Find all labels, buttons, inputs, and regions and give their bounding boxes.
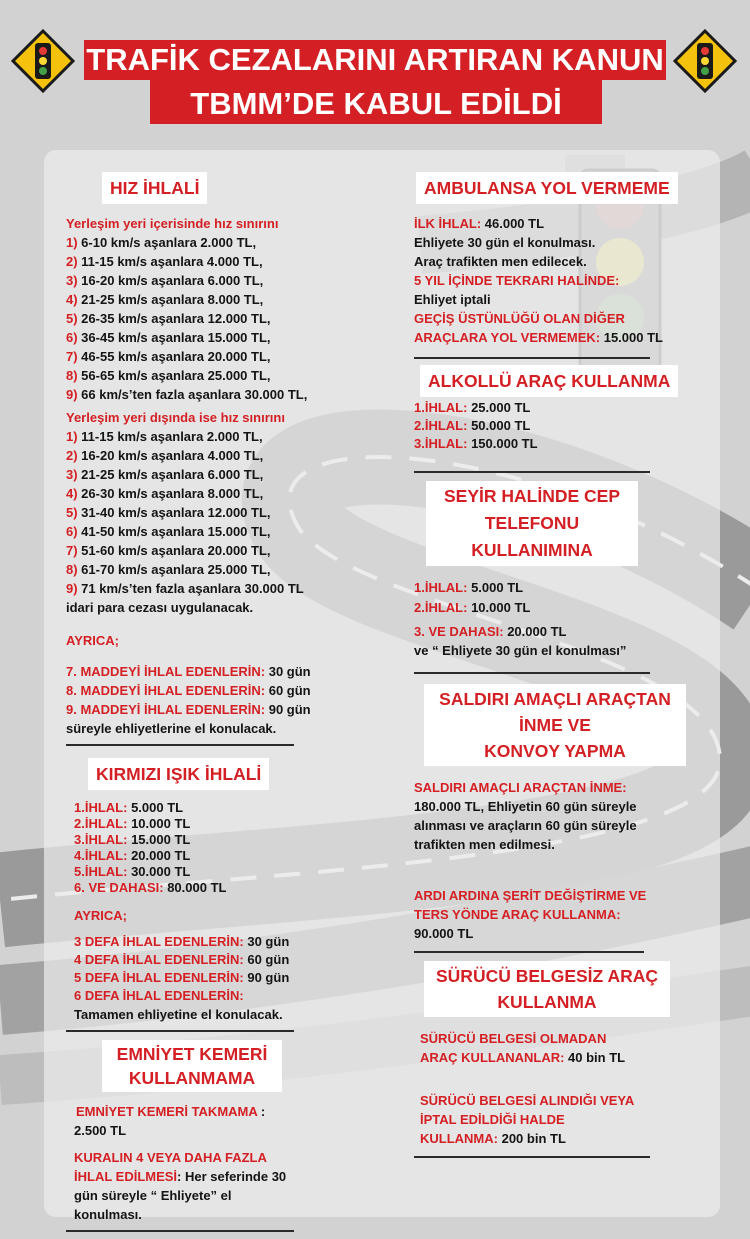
redlight-also-item xyxy=(74,987,366,1005)
redlight-also-item xyxy=(74,951,366,969)
speed-outside-item-number: 1) xyxy=(66,429,78,444)
redlight-item-label: 4.İHLAL: xyxy=(74,848,128,863)
speed-outside-item xyxy=(66,446,366,465)
speed-outside-item-number: 9) xyxy=(66,581,78,596)
alcohol-item-label: 2.İHLAL: xyxy=(414,418,468,433)
speed-inside-item xyxy=(66,271,366,290)
phone-header-line-1: SEYİR HALİNDE CEP xyxy=(444,486,620,506)
redlight-also-item xyxy=(74,933,366,951)
ambulance-first-label: İLK İHLAL: xyxy=(414,216,482,231)
speed-inside-item-text: 46-55 km/s aşanlara 20.000 TL, xyxy=(77,349,271,364)
divider xyxy=(414,471,650,473)
alcohol-item-fine: 25.000 TL xyxy=(467,400,531,415)
seatbelt-header-line-1: EMNİYET KEMERİ xyxy=(116,1044,268,1064)
title-line-2: TBMM’DE KABUL EDİLDİ xyxy=(150,80,602,124)
speed-inside-item-text: 16-20 km/s aşanlara 6.000 TL, xyxy=(77,273,264,288)
redlight-item-label: 3.İHLAL: xyxy=(74,832,128,847)
speed-also-item-label: 9. MADDEYİ İHLAL EDENLERİN: xyxy=(66,702,266,717)
title-line-1: TRAFİK CEZALARINI ARTIRAN KANUN xyxy=(84,40,666,80)
redlight-also-item-label: 4 DEFA İHLAL EDENLERİN: xyxy=(74,952,244,967)
right-column xyxy=(414,172,704,1158)
speed-outside-item-number: 5) xyxy=(66,505,78,520)
speed-inside-item-text: 36-45 km/s aşanlara 15.000 TL, xyxy=(77,330,271,345)
speed-inside-item-number: 3) xyxy=(66,273,78,288)
speed-outside-item-number: 3) xyxy=(66,467,78,482)
speed-inside-item-number: 2) xyxy=(66,254,78,269)
speed-outside-item-text: 51-60 km/s aşanlara 20.000 TL, xyxy=(77,543,271,558)
seatbelt-line-1-text: : xyxy=(257,1104,266,1119)
alcohol-item-label: 3.İHLAL: xyxy=(414,436,468,451)
speed-inside-label: Yerleşim yeri içerisinde hız sınırını xyxy=(66,216,279,231)
speed-inside-item-text: 26-35 km/s aşanlara 12.000 TL, xyxy=(77,311,271,326)
redlight-also-label: AYRICA; xyxy=(74,908,127,923)
phone-item xyxy=(414,578,704,598)
speed-outside-item-text: 31-40 km/s aşanlara 12.000 TL, xyxy=(77,505,271,520)
license-line-1: SÜRÜCÜ BELGESİ OLMADAN xyxy=(420,1031,607,1046)
redlight-item xyxy=(74,832,366,848)
speed-inside-item-number: 6) xyxy=(66,330,78,345)
speed-outside-item-number: 7) xyxy=(66,543,78,558)
speed-outside-item-number: 2) xyxy=(66,448,78,463)
redlight-item-fine: 20.000 TL xyxy=(127,848,191,863)
speed-inside-item-number: 8) xyxy=(66,368,78,383)
attack-header-line-1: SALDIRI AMAÇLI ARAÇTAN xyxy=(439,689,671,709)
speed-inside-item-number: 1) xyxy=(66,235,78,250)
speed-outside-item-number: 4) xyxy=(66,486,78,501)
ambulance-line-3: Araç trafikten men edilecek. xyxy=(414,254,587,269)
speed-outside-item-number: 8) xyxy=(66,562,78,577)
ambulance-line-5: Ehliyet iptali xyxy=(414,292,491,307)
speed-inside-item-number: 9) xyxy=(66,387,78,402)
speed-inside-list xyxy=(66,233,366,404)
seatbelt-line-1-label: EMNİYET KEMERİ TAKMAMA xyxy=(76,1104,258,1119)
redlight-item-fine: 10.000 TL xyxy=(127,816,191,831)
speed-outside-label: Yerleşim yeri dışında ise hız sınırını xyxy=(66,410,285,425)
speed-also-item-text: 30 gün xyxy=(265,664,311,679)
attack-header-line-3: KONVOY YAPMA xyxy=(484,741,626,761)
attack-line-7: 90.000 TL xyxy=(414,926,474,941)
speed-also-end: süreyle ehliyetlerine el konulacak. xyxy=(66,721,277,736)
phone-header-line-2: TELEFONU KULLANIMINA xyxy=(471,513,593,560)
alcohol-item-label: 1.İHLAL: xyxy=(414,400,468,415)
speed-outside-item-text: 61-70 km/s aşanlara 25.000 TL, xyxy=(77,562,271,577)
speed-outside-item-text: 21-25 km/s aşanlara 6.000 TL, xyxy=(77,467,264,482)
ambulance-line-6: GEÇİŞ ÜSTÜNLÜĞÜ OLAN DİĞER xyxy=(414,311,625,326)
phone-item xyxy=(414,598,704,618)
speed-inside-item xyxy=(66,233,366,252)
speed-inside-item xyxy=(66,328,366,347)
speed-inside-item xyxy=(66,366,366,385)
speed-outside-item xyxy=(66,541,366,560)
attack-line-3: alınması ve araçların 60 gün süreyle xyxy=(414,818,637,833)
speed-outside-item-text: 71 km/s’ten fazla aşanlara 30.000 TL xyxy=(77,581,304,596)
ambulance-header: AMBULANSA YOL VERMEME xyxy=(416,172,678,204)
speed-outside-item xyxy=(66,579,366,598)
speed-also-item-text: 60 gün xyxy=(265,683,311,698)
attack-header-line-2: İNME VE xyxy=(519,715,591,735)
left-column xyxy=(66,172,366,1232)
redlight-item-label: 2.İHLAL: xyxy=(74,816,128,831)
phone-item-fine: 10.000 TL xyxy=(467,600,531,615)
speed-inside-item-text: 66 km/s’ten fazla aşanlara 30.000 TL, xyxy=(77,387,308,402)
phone-item-label: 1.İHLAL: xyxy=(414,580,468,595)
speed-outside-item-text: 16-20 km/s aşanlara 4.000 TL, xyxy=(77,448,264,463)
redlight-also-item-text: 60 gün xyxy=(243,952,290,967)
speed-outside-item xyxy=(66,522,366,541)
redlight-also-item-label: 6 DEFA İHLAL EDENLERİN: xyxy=(74,988,244,1003)
speed-inside-item-number: 5) xyxy=(66,311,78,326)
attack-line-2: 180.000 TL, Ehliyetin 60 gün süreyle xyxy=(414,799,637,814)
ambulance-line-7-label: ARAÇLARA YOL VERMEMEK: xyxy=(414,330,601,345)
speed-inside-item xyxy=(66,347,366,366)
divider xyxy=(66,1030,294,1032)
divider xyxy=(66,744,294,746)
license-line-2-fine: 40 bin TL xyxy=(564,1050,626,1065)
phone-line-4: ve “ Ehliyete 30 gün el konulması” xyxy=(414,643,627,658)
alcohol-item xyxy=(414,435,704,453)
redlight-item xyxy=(74,800,366,816)
speed-also-item-text: 90 gün xyxy=(265,702,311,717)
redlight-end: Tamamen ehliyetine el konulacak. xyxy=(74,1007,283,1022)
seatbelt-line-3: KURALIN 4 VEYA DAHA FAZLA xyxy=(74,1150,267,1165)
phone-item-fine: 5.000 TL xyxy=(467,580,524,595)
ambulance-line-7-fine: 15.000 TL xyxy=(600,330,663,345)
redlight-item-label: 1.İHLAL: xyxy=(74,800,128,815)
license-header-line-2: KULLANMA xyxy=(497,992,597,1012)
seatbelt-header-line-2: KULLANMAMA xyxy=(128,1068,256,1088)
speed-inside-item-text: 56-65 km/s aşanlara 25.000 TL, xyxy=(77,368,271,383)
alcohol-item-fine: 50.000 TL xyxy=(467,418,531,433)
speed-header: HIZ İHLALİ xyxy=(102,172,207,204)
speed-also-list xyxy=(66,662,366,719)
seatbelt-line-5: gün süreyle “ Ehliyete” el xyxy=(74,1188,232,1203)
speed-outside-item-text: 11-15 km/s aşanlara 2.000 TL, xyxy=(77,429,263,444)
alcohol-list xyxy=(414,399,704,453)
phone-line-3-label: 3. VE DAHASI: xyxy=(414,624,504,639)
speed-outside-end: idari para cezası uygulanacak. xyxy=(66,600,254,615)
speed-inside-item xyxy=(66,309,366,328)
speed-outside-item xyxy=(66,427,366,446)
redlight-item xyxy=(74,880,366,896)
license-line-4: İPTAL EDİLDİĞİ HALDE xyxy=(420,1112,565,1127)
redlight-item-fine: 15.000 TL xyxy=(127,832,191,847)
redlight-header: KIRMIZI IŞIK İHLALİ xyxy=(88,758,269,790)
speed-outside-item-text: 41-50 km/s aşanlara 15.000 TL, xyxy=(77,524,271,539)
phone-item-label: 2.İHLAL: xyxy=(414,600,468,615)
redlight-item xyxy=(74,864,366,880)
ambulance-first-fine: 46.000 TL xyxy=(481,216,545,231)
redlight-item-fine: 80.000 TL xyxy=(163,880,227,895)
seatbelt-line-4-label: İHLAL EDİLMESİ xyxy=(74,1169,178,1184)
redlight-list xyxy=(66,800,366,896)
ambulance-line-4: 5 YIL İÇİNDE TEKRARI HALİNDE: xyxy=(414,273,620,288)
alcohol-item xyxy=(414,399,704,417)
divider xyxy=(414,357,650,359)
speed-inside-item xyxy=(66,252,366,271)
attack-line-5: ARDI ARDINA ŞERİT DEĞİŞTİRME VE xyxy=(414,888,647,903)
alcohol-header: ALKOLLÜ ARAÇ KULLANMA xyxy=(420,365,678,397)
speed-inside-item-text: 6-10 km/s aşanlara 2.000 TL, xyxy=(77,235,257,250)
phone-line-3-fine: 20.000 TL xyxy=(503,624,567,639)
speed-inside-item-text: 11-15 km/s aşanlara 4.000 TL, xyxy=(77,254,263,269)
redlight-item xyxy=(74,848,366,864)
speed-outside-item xyxy=(66,465,366,484)
redlight-item-label: 5.İHLAL: xyxy=(74,864,128,879)
speed-inside-item-number: 4) xyxy=(66,292,78,307)
divider xyxy=(414,1156,650,1158)
seatbelt-fine: 2.500 TL xyxy=(74,1123,127,1138)
divider xyxy=(414,951,644,953)
attack-line-4: trafikten men edilmesi. xyxy=(414,837,555,852)
speed-also-item xyxy=(66,700,366,719)
seatbelt-line-6: konulması. xyxy=(74,1207,142,1222)
alcohol-item-fine: 150.000 TL xyxy=(467,436,538,451)
redlight-also-item-text: 90 gün xyxy=(243,970,290,985)
speed-also-item-label: 8. MADDEYİ İHLAL EDENLERİN: xyxy=(66,683,266,698)
divider xyxy=(414,672,650,674)
license-line-3: SÜRÜCÜ BELGESİ ALINDIĞI VEYA xyxy=(420,1093,635,1108)
redlight-item-fine: 5.000 TL xyxy=(127,800,184,815)
license-line-2-label: ARAÇ KULLANANLAR: xyxy=(420,1050,565,1065)
redlight-also-item-label: 3 DEFA İHLAL EDENLERİN: xyxy=(74,934,244,949)
speed-also-item-label: 7. MADDEYİ İHLAL EDENLERİN: xyxy=(66,664,266,679)
redlight-item-fine: 30.000 TL xyxy=(127,864,191,879)
phone-list xyxy=(414,578,704,618)
speed-outside-item xyxy=(66,503,366,522)
ambulance-line-2: Ehliyete 30 gün el konulması. xyxy=(414,235,596,250)
speed-inside-item-text: 21-25 km/s aşanlara 8.000 TL, xyxy=(77,292,264,307)
speed-also-label: AYRICA; xyxy=(66,633,119,648)
redlight-also-item-label: 5 DEFA İHLAL EDENLERİN: xyxy=(74,970,244,985)
traffic-light-sign-icon xyxy=(11,29,75,93)
redlight-also-item xyxy=(74,969,366,987)
speed-inside-item-number: 7) xyxy=(66,349,78,364)
speed-outside-item-text: 26-30 km/s aşanlara 8.000 TL, xyxy=(77,486,264,501)
redlight-item xyxy=(74,816,366,832)
license-line-5-label: KULLANMA: xyxy=(420,1131,498,1146)
license-line-5-fine: 200 bin TL xyxy=(497,1131,566,1146)
attack-line-1: SALDIRI AMAÇLI ARAÇTAN İNME: xyxy=(414,780,627,795)
redlight-also-list xyxy=(66,933,366,1005)
speed-outside-item xyxy=(66,560,366,579)
speed-also-item xyxy=(66,662,366,681)
license-header-line-1: SÜRÜCÜ BELGESİZ ARAÇ xyxy=(436,966,658,986)
attack-line-6: TERS YÖNDE ARAÇ KULLANMA: xyxy=(414,907,621,922)
redlight-also-item-text: 30 gün xyxy=(243,934,290,949)
speed-outside-list xyxy=(66,427,366,598)
speed-outside-item xyxy=(66,484,366,503)
traffic-light-sign-icon xyxy=(673,29,737,93)
alcohol-item xyxy=(414,417,704,435)
speed-inside-item xyxy=(66,385,366,404)
redlight-item-label: 6. VE DAHASI: xyxy=(74,880,164,895)
divider xyxy=(66,1230,294,1232)
seatbelt-line-4-text: : Her seferinde 30 xyxy=(177,1169,287,1184)
speed-inside-item xyxy=(66,290,366,309)
speed-outside-item-number: 6) xyxy=(66,524,78,539)
speed-also-item xyxy=(66,681,366,700)
